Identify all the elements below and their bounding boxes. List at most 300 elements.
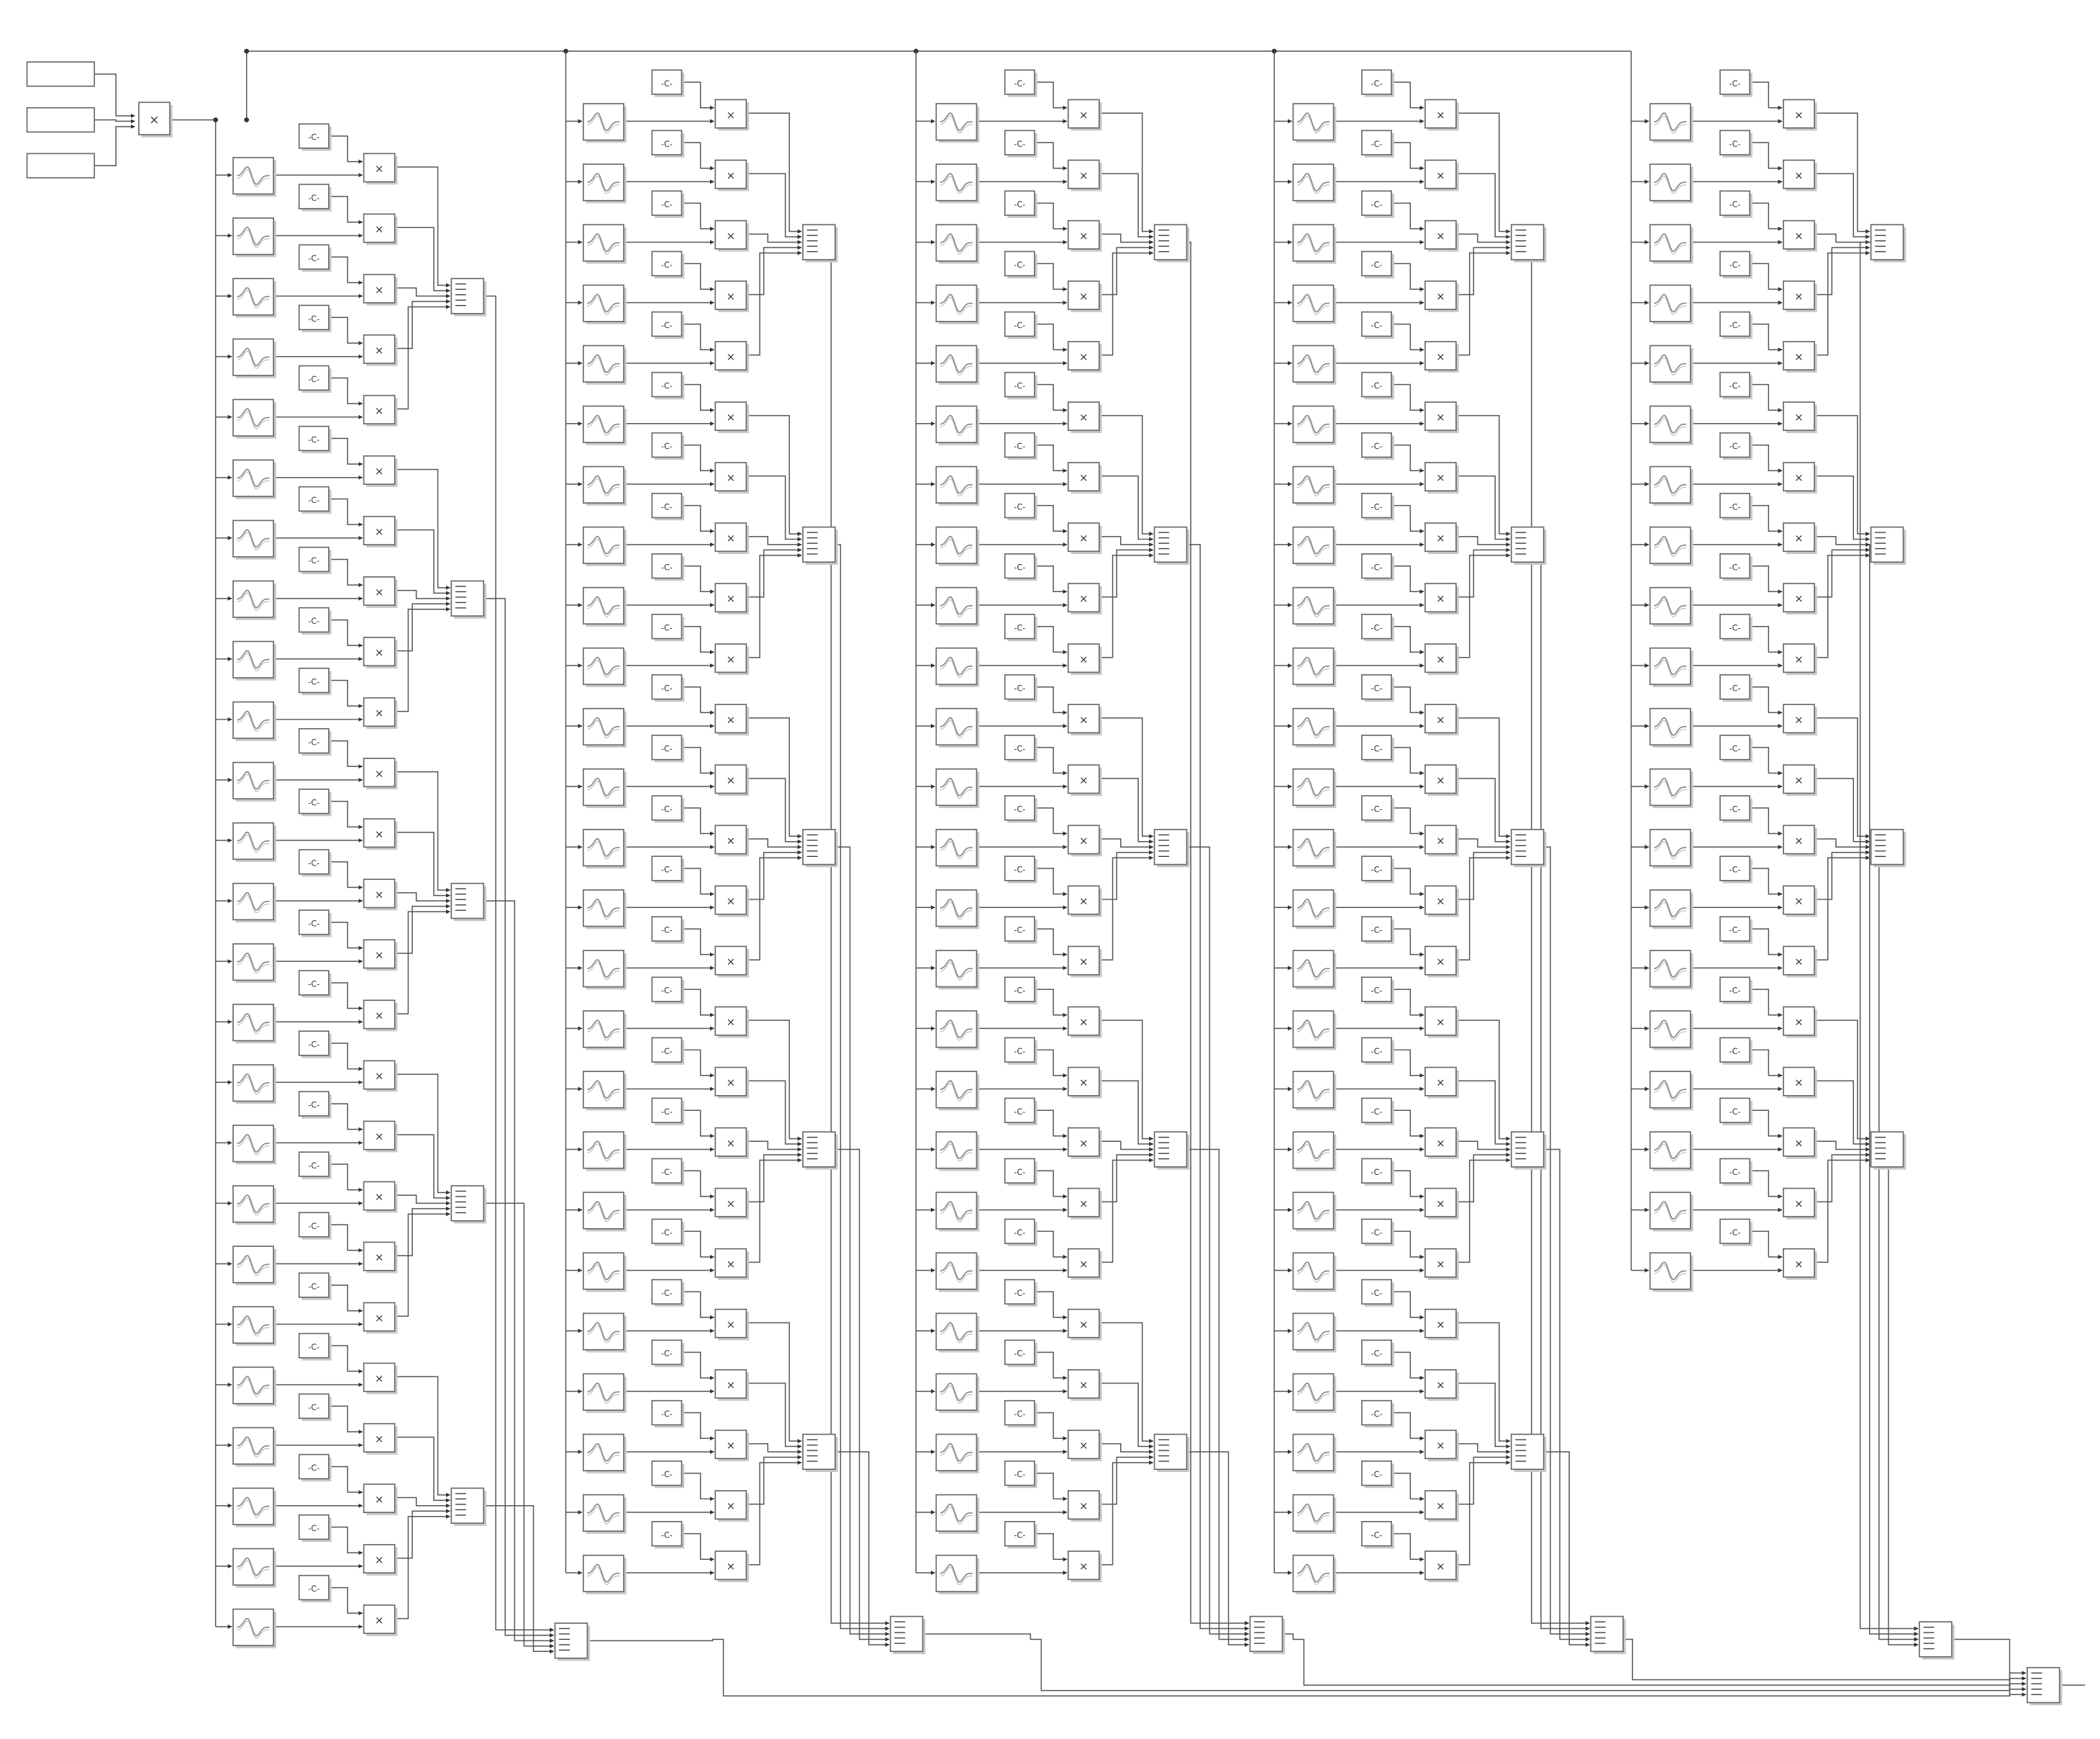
- column-1-mux-block-1[interactable]: [451, 278, 486, 316]
- column-4-mux-block-1[interactable]: [1512, 224, 1547, 262]
- column-4-constant-block-17[interactable]: [1362, 1038, 1394, 1064]
- column-4-waveform-block-2[interactable]: [1293, 164, 1336, 203]
- column-4-constant-block-19[interactable]: [1362, 1158, 1394, 1185]
- column-5-waveform-block-3[interactable]: [1650, 224, 1694, 263]
- column-4-product-block-16[interactable]: [1425, 1007, 1459, 1038]
- column-2-waveform-block-23[interactable]: [583, 1435, 627, 1474]
- column-5-waveform-block-13[interactable]: [1650, 830, 1694, 868]
- column-4-waveform-block-21[interactable]: [1293, 1313, 1336, 1352]
- column-4-waveform-block-10[interactable]: [1293, 648, 1336, 687]
- column-4-waveform-block-7[interactable]: [1293, 467, 1336, 506]
- column-4-constant-block-10[interactable]: [1362, 614, 1394, 641]
- column-1-constant-block-16[interactable]: [299, 1031, 332, 1058]
- column-2-product-block-17[interactable]: [715, 1068, 749, 1099]
- column-2-product-block-2[interactable]: [715, 160, 749, 191]
- column-5-mux-block-2[interactable]: [1871, 527, 1906, 565]
- column-1-product-block-15[interactable]: [364, 1000, 398, 1031]
- column-2-product-block-23[interactable]: [715, 1430, 749, 1461]
- column-1-waveform-block-5[interactable]: [233, 399, 276, 438]
- column-1-product-block-25[interactable]: [364, 1605, 398, 1636]
- column-5-constant-block-7[interactable]: [1720, 433, 1753, 460]
- column-1-constant-block-19[interactable]: [299, 1212, 332, 1239]
- column-1-product-block-13[interactable]: [364, 879, 398, 910]
- column-3-waveform-block-4[interactable]: [936, 285, 979, 324]
- column-2-waveform-block-21[interactable]: [583, 1313, 627, 1352]
- column-4-product-block-23[interactable]: [1425, 1430, 1459, 1461]
- column-2-constant-block-21[interactable]: [652, 1280, 684, 1307]
- column-5-product-block-3[interactable]: [1783, 221, 1817, 252]
- column-2-product-block-13[interactable]: [715, 825, 749, 856]
- column-4-constant-block-20[interactable]: [1362, 1220, 1394, 1246]
- column-4-waveform-block-3[interactable]: [1293, 224, 1336, 263]
- column-2-product-block-6[interactable]: [715, 402, 749, 433]
- column-5-waveform-block-12[interactable]: [1650, 769, 1694, 808]
- column-2-product-block-19[interactable]: [715, 1189, 749, 1220]
- final-mux-block[interactable]: [2027, 1668, 2063, 1705]
- column-3-product-block-13[interactable]: [1068, 825, 1102, 856]
- column-2-product-block-9[interactable]: [715, 584, 749, 614]
- column-3-waveform-block-12[interactable]: [936, 769, 979, 808]
- column-1-waveform-block-18[interactable]: [233, 1186, 276, 1225]
- column-1-constant-block-2[interactable]: [299, 184, 332, 211]
- column-4-constant-block-5[interactable]: [1362, 312, 1394, 339]
- column-4-mux-block-5[interactable]: [1512, 1435, 1547, 1472]
- column-5-waveform-block-2[interactable]: [1650, 164, 1694, 203]
- column-2-product-block-22[interactable]: [715, 1370, 749, 1401]
- column-2-mux-block-3[interactable]: [803, 830, 838, 867]
- column-3-waveform-block-18[interactable]: [936, 1132, 979, 1171]
- column-5-waveform-block-5[interactable]: [1650, 345, 1694, 384]
- column-2-product-block-15[interactable]: [715, 946, 749, 977]
- column-4-product-block-9[interactable]: [1425, 584, 1459, 614]
- column-2-waveform-block-7[interactable]: [583, 467, 627, 506]
- column-3-constant-block-2[interactable]: [1005, 130, 1037, 157]
- column-3-waveform-block-22[interactable]: [936, 1374, 979, 1412]
- column-4-product-block-12[interactable]: [1425, 765, 1459, 796]
- column-5-product-block-8[interactable]: [1783, 523, 1817, 554]
- column-1-waveform-block-4[interactable]: [233, 339, 276, 378]
- column-4-product-block-2[interactable]: [1425, 160, 1459, 191]
- column-3-waveform-block-24[interactable]: [936, 1495, 979, 1534]
- column-4-constant-block-9[interactable]: [1362, 554, 1394, 581]
- column-5-constant-block-5[interactable]: [1720, 312, 1753, 339]
- column-1-constant-block-7[interactable]: [299, 487, 332, 514]
- column-4-waveform-block-9[interactable]: [1293, 588, 1336, 627]
- column-2-constant-block-9[interactable]: [652, 554, 684, 581]
- column-3-product-block-10[interactable]: [1068, 644, 1102, 675]
- column-5-constant-block-15[interactable]: [1720, 917, 1753, 943]
- column-5-waveform-block-1[interactable]: [1650, 104, 1694, 142]
- column-3-waveform-block-20[interactable]: [936, 1253, 979, 1291]
- column-5-product-block-12[interactable]: [1783, 765, 1817, 796]
- column-1-constant-block-15[interactable]: [299, 971, 332, 997]
- column-1-product-block-3[interactable]: [364, 275, 398, 306]
- column-3-constant-block-21[interactable]: [1005, 1280, 1037, 1307]
- column-3-waveform-block-17[interactable]: [936, 1071, 979, 1110]
- column-3-constant-block-9[interactable]: [1005, 554, 1037, 581]
- column-3-waveform-block-15[interactable]: [936, 950, 979, 989]
- column-4-waveform-block-5[interactable]: [1293, 345, 1336, 384]
- column-1-product-block-19[interactable]: [364, 1243, 398, 1273]
- column-4-product-block-1[interactable]: [1425, 100, 1459, 131]
- column-3-product-block-6[interactable]: [1068, 402, 1102, 433]
- column-1-waveform-block-12[interactable]: [233, 823, 276, 862]
- column-2-constant-block-22[interactable]: [652, 1340, 684, 1367]
- column-3-product-block-14[interactable]: [1068, 886, 1102, 917]
- source-block-in2[interactable]: [27, 108, 95, 132]
- column-5-constant-block-16[interactable]: [1720, 977, 1753, 1004]
- column-2-waveform-block-19[interactable]: [583, 1192, 627, 1231]
- column-4-waveform-block-24[interactable]: [1293, 1495, 1336, 1534]
- column-3-constant-block-25[interactable]: [1005, 1522, 1037, 1548]
- column-4-product-block-14[interactable]: [1425, 886, 1459, 917]
- column-4-product-block-18[interactable]: [1425, 1128, 1459, 1159]
- column-4-product-block-11[interactable]: [1425, 704, 1459, 735]
- column-3-constant-block-15[interactable]: [1005, 917, 1037, 943]
- column-1-constant-block-10[interactable]: [299, 668, 332, 695]
- column-2-product-block-7[interactable]: [715, 463, 749, 494]
- column-5-product-block-13[interactable]: [1783, 825, 1817, 856]
- column-3-constant-block-4[interactable]: [1005, 252, 1037, 278]
- column-3-constant-block-16[interactable]: [1005, 977, 1037, 1004]
- column-2-constant-block-7[interactable]: [652, 433, 684, 460]
- column-1-waveform-block-24[interactable]: [233, 1548, 276, 1587]
- column-1-waveform-block-23[interactable]: [233, 1488, 276, 1527]
- column-4-product-block-25[interactable]: [1425, 1551, 1459, 1582]
- column-2-constant-block-10[interactable]: [652, 614, 684, 641]
- column-3-product-block-5[interactable]: [1068, 342, 1102, 373]
- column-5-mux-block-1[interactable]: [1871, 224, 1906, 262]
- column-3-product-block-12[interactable]: [1068, 765, 1102, 796]
- column-3-product-block-11[interactable]: [1068, 704, 1102, 735]
- column-4-constant-block-16[interactable]: [1362, 977, 1394, 1004]
- column-3-constant-block-6[interactable]: [1005, 373, 1037, 399]
- column-4-product-block-15[interactable]: [1425, 946, 1459, 977]
- column-4-constant-block-23[interactable]: [1362, 1401, 1394, 1427]
- column-4-waveform-block-22[interactable]: [1293, 1374, 1336, 1412]
- column-4-constant-block-12[interactable]: [1362, 735, 1394, 762]
- column-3-product-block-1[interactable]: [1068, 100, 1102, 131]
- column-5-constant-block-9[interactable]: [1720, 554, 1753, 581]
- column-2-waveform-block-1[interactable]: [583, 104, 627, 142]
- column-3-product-block-17[interactable]: [1068, 1068, 1102, 1099]
- column-4-waveform-block-14[interactable]: [1293, 890, 1336, 929]
- column-1-product-block-8[interactable]: [364, 577, 398, 608]
- column-4-waveform-block-19[interactable]: [1293, 1192, 1336, 1231]
- column-4-constant-block-8[interactable]: [1362, 494, 1394, 520]
- column-1-waveform-block-10[interactable]: [233, 702, 276, 741]
- column-1-waveform-block-3[interactable]: [233, 278, 276, 317]
- column-1-waveform-block-15[interactable]: [233, 1004, 276, 1043]
- aggregate-mux-block-4[interactable]: [1591, 1617, 1626, 1654]
- column-3-product-block-19[interactable]: [1068, 1189, 1102, 1220]
- column-5-waveform-block-14[interactable]: [1650, 890, 1694, 929]
- column-3-waveform-block-6[interactable]: [936, 406, 979, 445]
- column-3-product-block-3[interactable]: [1068, 221, 1102, 252]
- column-4-product-block-22[interactable]: [1425, 1370, 1459, 1401]
- column-2-waveform-block-18[interactable]: [583, 1132, 627, 1171]
- column-3-mux-block-2[interactable]: [1155, 527, 1190, 565]
- column-3-mux-block-3[interactable]: [1155, 830, 1190, 867]
- column-4-constant-block-2[interactable]: [1362, 130, 1394, 157]
- column-5-waveform-block-8[interactable]: [1650, 527, 1694, 566]
- column-2-waveform-block-20[interactable]: [583, 1253, 627, 1291]
- column-3-constant-block-19[interactable]: [1005, 1158, 1037, 1185]
- column-4-waveform-block-8[interactable]: [1293, 527, 1336, 566]
- column-5-constant-block-14[interactable]: [1720, 856, 1753, 883]
- column-5-constant-block-19[interactable]: [1720, 1158, 1753, 1185]
- column-2-product-block-3[interactable]: [715, 221, 749, 252]
- source-block-in1[interactable]: [27, 62, 95, 86]
- column-5-constant-block-1[interactable]: [1720, 70, 1753, 96]
- column-1-product-block-7[interactable]: [364, 517, 398, 548]
- column-1-waveform-block-21[interactable]: [233, 1367, 276, 1406]
- column-2-constant-block-2[interactable]: [652, 130, 684, 157]
- column-4-product-block-19[interactable]: [1425, 1189, 1459, 1220]
- column-2-waveform-block-2[interactable]: [583, 164, 627, 203]
- column-2-constant-block-16[interactable]: [652, 977, 684, 1004]
- column-4-product-block-4[interactable]: [1425, 281, 1459, 312]
- column-3-constant-block-10[interactable]: [1005, 614, 1037, 641]
- column-2-waveform-block-17[interactable]: [583, 1071, 627, 1110]
- column-2-constant-block-11[interactable]: [652, 675, 684, 701]
- column-2-waveform-block-14[interactable]: [583, 890, 627, 929]
- column-3-product-block-25[interactable]: [1068, 1551, 1102, 1582]
- column-2-product-block-20[interactable]: [715, 1249, 749, 1280]
- column-2-waveform-block-12[interactable]: [583, 769, 627, 808]
- column-3-constant-block-22[interactable]: [1005, 1340, 1037, 1367]
- column-1-product-block-23[interactable]: [364, 1484, 398, 1515]
- column-1-constant-block-6[interactable]: [299, 427, 332, 453]
- column-1-product-block-11[interactable]: [364, 758, 398, 789]
- column-3-waveform-block-16[interactable]: [936, 1011, 979, 1050]
- column-1-product-block-9[interactable]: [364, 637, 398, 668]
- column-2-constant-block-6[interactable]: [652, 373, 684, 399]
- column-1-waveform-block-22[interactable]: [233, 1427, 276, 1466]
- column-4-waveform-block-16[interactable]: [1293, 1011, 1336, 1050]
- column-4-waveform-block-13[interactable]: [1293, 830, 1336, 868]
- column-3-waveform-block-1[interactable]: [936, 104, 979, 142]
- column-2-waveform-block-25[interactable]: [583, 1556, 627, 1594]
- column-4-constant-block-13[interactable]: [1362, 796, 1394, 822]
- column-2-constant-block-18[interactable]: [652, 1098, 684, 1125]
- column-1-constant-block-9[interactable]: [299, 608, 332, 635]
- column-5-product-block-20[interactable]: [1783, 1249, 1817, 1280]
- column-4-product-block-20[interactable]: [1425, 1249, 1459, 1280]
- column-2-constant-block-14[interactable]: [652, 856, 684, 883]
- column-1-waveform-block-11[interactable]: [233, 763, 276, 802]
- source-block-in3[interactable]: [27, 153, 95, 178]
- column-4-constant-block-22[interactable]: [1362, 1340, 1394, 1367]
- column-1-waveform-block-17[interactable]: [233, 1125, 276, 1164]
- column-5-product-block-6[interactable]: [1783, 402, 1817, 433]
- column-4-product-block-8[interactable]: [1425, 523, 1459, 554]
- column-5-waveform-block-15[interactable]: [1650, 950, 1694, 989]
- column-2-constant-block-20[interactable]: [652, 1220, 684, 1246]
- column-1-waveform-block-6[interactable]: [233, 460, 276, 499]
- column-5-waveform-block-19[interactable]: [1650, 1192, 1694, 1231]
- aggregate-mux-block-3[interactable]: [1250, 1617, 1286, 1654]
- column-3-waveform-block-23[interactable]: [936, 1435, 979, 1474]
- column-4-product-block-10[interactable]: [1425, 644, 1459, 675]
- column-5-product-block-18[interactable]: [1783, 1128, 1817, 1159]
- column-4-constant-block-3[interactable]: [1362, 191, 1394, 217]
- column-5-constant-block-12[interactable]: [1720, 735, 1753, 762]
- column-4-waveform-block-20[interactable]: [1293, 1253, 1336, 1291]
- column-5-product-block-15[interactable]: [1783, 946, 1817, 977]
- column-4-product-block-21[interactable]: [1425, 1309, 1459, 1340]
- column-5-product-block-7[interactable]: [1783, 463, 1817, 494]
- column-2-constant-block-24[interactable]: [652, 1461, 684, 1488]
- column-1-waveform-block-20[interactable]: [233, 1307, 276, 1345]
- column-2-constant-block-1[interactable]: [652, 70, 684, 96]
- aggregate-mux-block-2[interactable]: [891, 1617, 926, 1654]
- column-1-waveform-block-13[interactable]: [233, 884, 276, 922]
- column-3-constant-block-1[interactable]: [1005, 70, 1037, 96]
- column-1-constant-block-5[interactable]: [299, 365, 332, 392]
- column-2-constant-block-4[interactable]: [652, 252, 684, 278]
- column-1-product-block-1[interactable]: [364, 153, 398, 184]
- column-3-mux-block-5[interactable]: [1155, 1435, 1190, 1472]
- column-2-product-block-18[interactable]: [715, 1128, 749, 1159]
- column-2-constant-block-8[interactable]: [652, 494, 684, 520]
- column-3-constant-block-14[interactable]: [1005, 856, 1037, 883]
- column-4-waveform-block-25[interactable]: [1293, 1556, 1336, 1594]
- column-3-waveform-block-5[interactable]: [936, 345, 979, 384]
- column-3-waveform-block-8[interactable]: [936, 527, 979, 566]
- column-2-product-block-16[interactable]: [715, 1007, 749, 1038]
- column-3-product-block-7[interactable]: [1068, 463, 1102, 494]
- column-4-product-block-5[interactable]: [1425, 342, 1459, 373]
- column-2-waveform-block-11[interactable]: [583, 709, 627, 748]
- column-1-product-block-17[interactable]: [364, 1121, 398, 1152]
- column-3-constant-block-11[interactable]: [1005, 675, 1037, 701]
- column-5-product-block-1[interactable]: [1783, 100, 1817, 131]
- column-2-waveform-block-3[interactable]: [583, 224, 627, 263]
- column-4-product-block-24[interactable]: [1425, 1491, 1459, 1522]
- column-1-waveform-block-16[interactable]: [233, 1065, 276, 1104]
- column-1-product-block-14[interactable]: [364, 940, 398, 971]
- column-5-product-block-19[interactable]: [1783, 1189, 1817, 1220]
- column-1-product-block-21[interactable]: [364, 1363, 398, 1394]
- column-2-mux-block-2[interactable]: [803, 527, 838, 565]
- column-2-product-block-5[interactable]: [715, 342, 749, 373]
- column-5-product-block-10[interactable]: [1783, 644, 1817, 675]
- column-1-mux-block-3[interactable]: [451, 884, 486, 921]
- column-3-mux-block-4[interactable]: [1155, 1132, 1190, 1169]
- aggregate-mux-block-1[interactable]: [555, 1623, 590, 1661]
- column-5-product-block-4[interactable]: [1783, 281, 1817, 312]
- column-3-product-block-9[interactable]: [1068, 584, 1102, 614]
- column-2-waveform-block-16[interactable]: [583, 1011, 627, 1050]
- column-4-product-block-17[interactable]: [1425, 1068, 1459, 1099]
- column-2-constant-block-23[interactable]: [652, 1401, 684, 1427]
- column-1-product-block-12[interactable]: [364, 819, 398, 850]
- column-1-waveform-block-8[interactable]: [233, 581, 276, 619]
- column-5-waveform-block-10[interactable]: [1650, 648, 1694, 687]
- column-4-waveform-block-11[interactable]: [1293, 709, 1336, 748]
- column-4-product-block-7[interactable]: [1425, 463, 1459, 494]
- column-2-waveform-block-9[interactable]: [583, 588, 627, 627]
- column-4-constant-block-24[interactable]: [1362, 1461, 1394, 1488]
- column-4-product-block-3[interactable]: [1425, 221, 1459, 252]
- column-4-constant-block-25[interactable]: [1362, 1522, 1394, 1548]
- column-3-waveform-block-25[interactable]: [936, 1556, 979, 1594]
- column-5-constant-block-3[interactable]: [1720, 191, 1753, 217]
- column-3-waveform-block-2[interactable]: [936, 164, 979, 203]
- column-3-waveform-block-21[interactable]: [936, 1313, 979, 1352]
- column-3-waveform-block-14[interactable]: [936, 890, 979, 929]
- column-1-waveform-block-2[interactable]: [233, 218, 276, 257]
- column-2-product-block-21[interactable]: [715, 1309, 749, 1340]
- column-4-constant-block-11[interactable]: [1362, 675, 1394, 701]
- column-4-waveform-block-4[interactable]: [1293, 285, 1336, 324]
- column-1-constant-block-11[interactable]: [299, 729, 332, 755]
- column-5-product-block-14[interactable]: [1783, 886, 1817, 917]
- column-3-mux-block-1[interactable]: [1155, 224, 1190, 262]
- column-2-constant-block-3[interactable]: [652, 191, 684, 217]
- column-3-waveform-block-11[interactable]: [936, 709, 979, 748]
- column-4-mux-block-4[interactable]: [1512, 1132, 1547, 1169]
- column-2-waveform-block-15[interactable]: [583, 950, 627, 989]
- column-2-waveform-block-5[interactable]: [583, 345, 627, 384]
- column-2-constant-block-25[interactable]: [652, 1522, 684, 1548]
- column-1-constant-block-21[interactable]: [299, 1333, 332, 1360]
- column-5-constant-block-20[interactable]: [1720, 1220, 1753, 1246]
- column-4-product-block-13[interactable]: [1425, 825, 1459, 856]
- column-2-product-block-14[interactable]: [715, 886, 749, 917]
- column-5-constant-block-10[interactable]: [1720, 614, 1753, 641]
- column-2-constant-block-13[interactable]: [652, 796, 684, 822]
- column-2-waveform-block-8[interactable]: [583, 527, 627, 566]
- column-5-constant-block-6[interactable]: [1720, 373, 1753, 399]
- column-2-mux-block-1[interactable]: [803, 224, 838, 262]
- column-2-waveform-block-13[interactable]: [583, 830, 627, 868]
- column-1-product-block-20[interactable]: [364, 1303, 398, 1334]
- column-3-constant-block-18[interactable]: [1005, 1098, 1037, 1125]
- column-3-waveform-block-19[interactable]: [936, 1192, 979, 1231]
- column-2-product-block-24[interactable]: [715, 1491, 749, 1522]
- column-2-product-block-1[interactable]: [715, 100, 749, 131]
- column-4-constant-block-7[interactable]: [1362, 433, 1394, 460]
- column-4-waveform-block-15[interactable]: [1293, 950, 1336, 989]
- column-4-waveform-block-18[interactable]: [1293, 1132, 1336, 1171]
- column-2-waveform-block-22[interactable]: [583, 1374, 627, 1412]
- column-4-waveform-block-23[interactable]: [1293, 1435, 1336, 1474]
- column-1-constant-block-22[interactable]: [299, 1394, 332, 1421]
- column-5-constant-block-13[interactable]: [1720, 796, 1753, 822]
- column-4-product-block-6[interactable]: [1425, 402, 1459, 433]
- column-2-constant-block-12[interactable]: [652, 735, 684, 762]
- column-3-constant-block-8[interactable]: [1005, 494, 1037, 520]
- column-1-waveform-block-1[interactable]: [233, 158, 276, 196]
- column-1-waveform-block-7[interactable]: [233, 520, 276, 559]
- column-3-product-block-4[interactable]: [1068, 281, 1102, 312]
- column-3-product-block-8[interactable]: [1068, 523, 1102, 554]
- column-1-product-block-22[interactable]: [364, 1424, 398, 1455]
- column-5-constant-block-11[interactable]: [1720, 675, 1753, 701]
- column-3-constant-block-5[interactable]: [1005, 312, 1037, 339]
- column-5-constant-block-18[interactable]: [1720, 1098, 1753, 1125]
- column-2-waveform-block-6[interactable]: [583, 406, 627, 445]
- column-1-constant-block-3[interactable]: [299, 245, 332, 271]
- column-5-mux-block-3[interactable]: [1871, 830, 1906, 867]
- column-5-waveform-block-9[interactable]: [1650, 588, 1694, 627]
- column-5-constant-block-17[interactable]: [1720, 1038, 1753, 1064]
- column-5-product-block-5[interactable]: [1783, 342, 1817, 373]
- column-4-waveform-block-1[interactable]: [1293, 104, 1336, 142]
- column-3-constant-block-12[interactable]: [1005, 735, 1037, 762]
